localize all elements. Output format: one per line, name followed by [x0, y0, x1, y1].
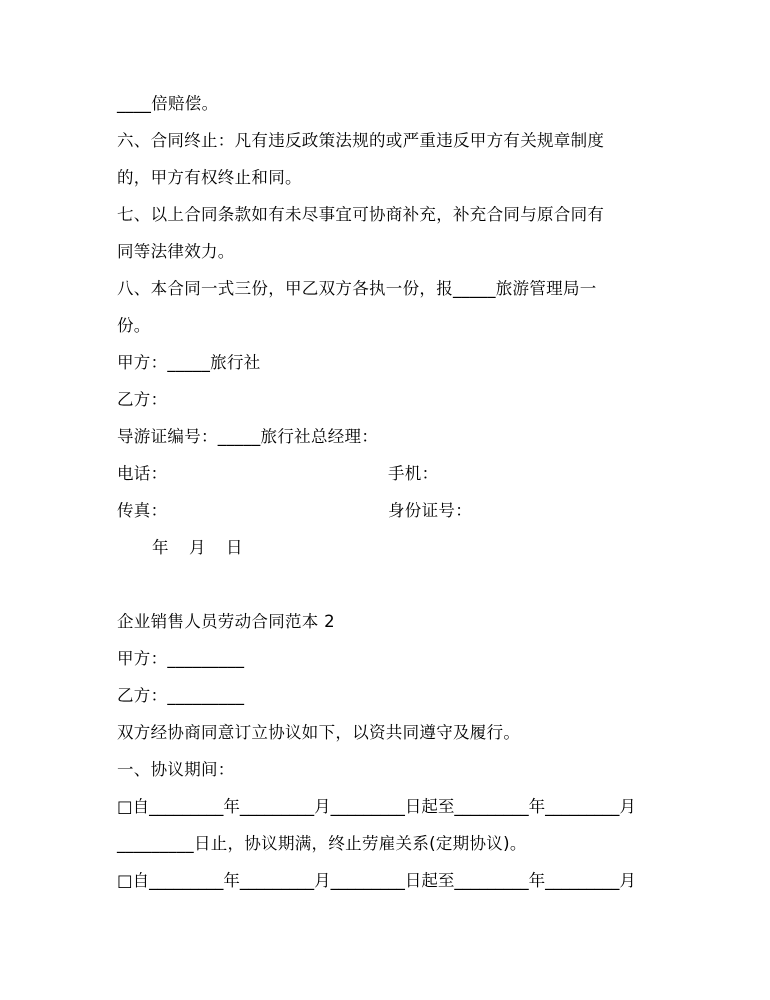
text-line: 乙方：_________	[117, 686, 245, 705]
text-line: 七、以上合同条款如有未尽事宜可协商补充，补充合同与原合同有	[117, 205, 605, 224]
text-line: 份。	[117, 316, 151, 335]
signature-party-b: 乙方：	[117, 390, 168, 409]
fax-label: 传真：	[117, 501, 168, 520]
section-title: 企业销售人员劳动合同范本 2	[117, 612, 335, 631]
text-line: 同等法律效力。	[117, 242, 235, 261]
signature-party-a: 甲方：_____旅行社	[117, 353, 261, 372]
text-line: 的，甲方有权终止和同。	[117, 168, 302, 187]
mobile-label: 手机：	[388, 464, 439, 483]
phone-label: 电话：	[117, 464, 168, 483]
date-day: 日	[226, 538, 243, 557]
term-option-line: □自_________年_________月_________日起至_________年_________月	[117, 871, 636, 890]
id-number-label: 身份证号：	[388, 501, 472, 520]
term-option-line: □自_________年_________月_________日起至_________年_________月	[117, 797, 636, 816]
text-line: 一、协议期间：	[117, 760, 235, 779]
text-line: 六、合同终止：凡有违反政策法规的或严重违反甲方有关规章制度	[117, 131, 605, 150]
date-year: 年	[152, 538, 169, 557]
guide-license-line: 导游证编号：_____旅行社总经理：	[117, 427, 379, 446]
text-line: ____倍赔偿。	[117, 94, 219, 113]
date-month: 月	[189, 538, 206, 557]
text-line: 甲方：_________	[117, 649, 245, 668]
text-line: 双方经协商同意订立协议如下，以资共同遵守及履行。	[117, 723, 521, 742]
text-line: _________日止，协议期满，终止劳雇关系(定期协议)。	[117, 834, 527, 853]
text-line: 八、本合同一式三份，甲乙双方各执一份，报_____旅游管理局一	[117, 279, 597, 298]
